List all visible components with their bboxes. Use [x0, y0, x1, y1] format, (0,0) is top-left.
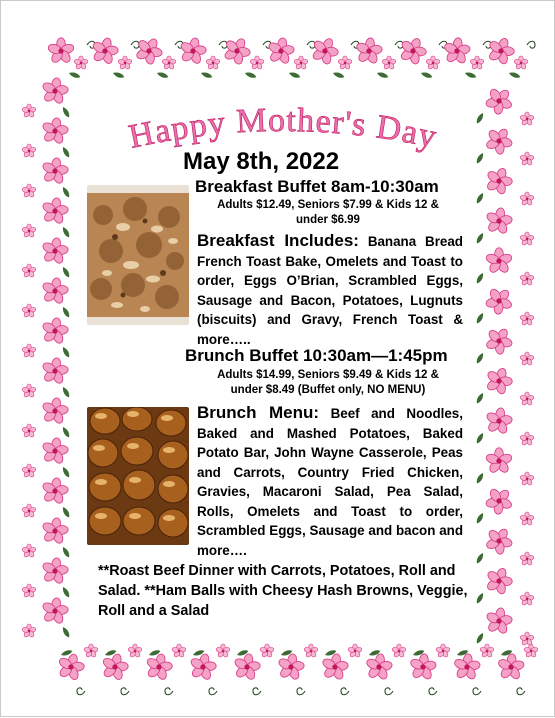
- brunch-menu-label: Brunch Menu:: [197, 403, 320, 422]
- french-toast-photo: [87, 185, 189, 325]
- brunch-menu: [197, 403, 463, 560]
- breakfast-prices-line-1: Adults $12.49, Seniors $7.99 & Kids 12 &: [217, 199, 439, 211]
- brunch-prices-line-2: under $8.49 (Buffet only, NO MENU): [230, 384, 426, 396]
- brunch-prices-line-1: Adults $14.99, Seniors $9.49 & Kids 12 &: [217, 369, 439, 381]
- brunch-prices: [191, 368, 465, 398]
- brunch-menu-text: Beef and Noodles, Baked and Mashed Potatoes, Baked Potato Bar, John Wayne Casserole, Peas and Carrots, Country Fried Chicken, Gravies, Macaroni Salad, Pea Salad, Rolls, Omelets and Toast to order, Scrambled Eggs, Sausage and bacon and more….: [197, 406, 463, 558]
- dinner-specials: **Roast Beef Dinner with Carrots, Potatoes, Roll and Salad. **Ham Balls with Cheesy Hash Browns, Veggie, Roll and a Salad: [98, 563, 468, 619]
- breakfast-prices: [191, 198, 465, 228]
- ham-balls-photo: [87, 407, 189, 545]
- brunch-buffet-heading: Brunch Buffet 10:30am—1:45pm: [185, 346, 448, 365]
- breakfast-includes: [197, 231, 463, 349]
- event-date: May 8th, 2022: [183, 148, 340, 175]
- breakfast-prices-line-2: under $6.99: [296, 214, 360, 226]
- breakfast-buffet-heading: Breakfast Buffet 8am-10:30am: [195, 177, 439, 196]
- breakfast-includes-label: Breakfast Includes:: [197, 231, 359, 250]
- flyer-title: Happy Mother's Day: [125, 101, 441, 156]
- breakfast-includes-text: Banana Bread French Toast Bake, Omelets and Toast to order, Eggs O’Brian, Scrambled Eggs, Sausage and Bacon, Potatoes, Lugnuts (biscuits) and Gravy, French Toast & more…..: [197, 234, 463, 347]
